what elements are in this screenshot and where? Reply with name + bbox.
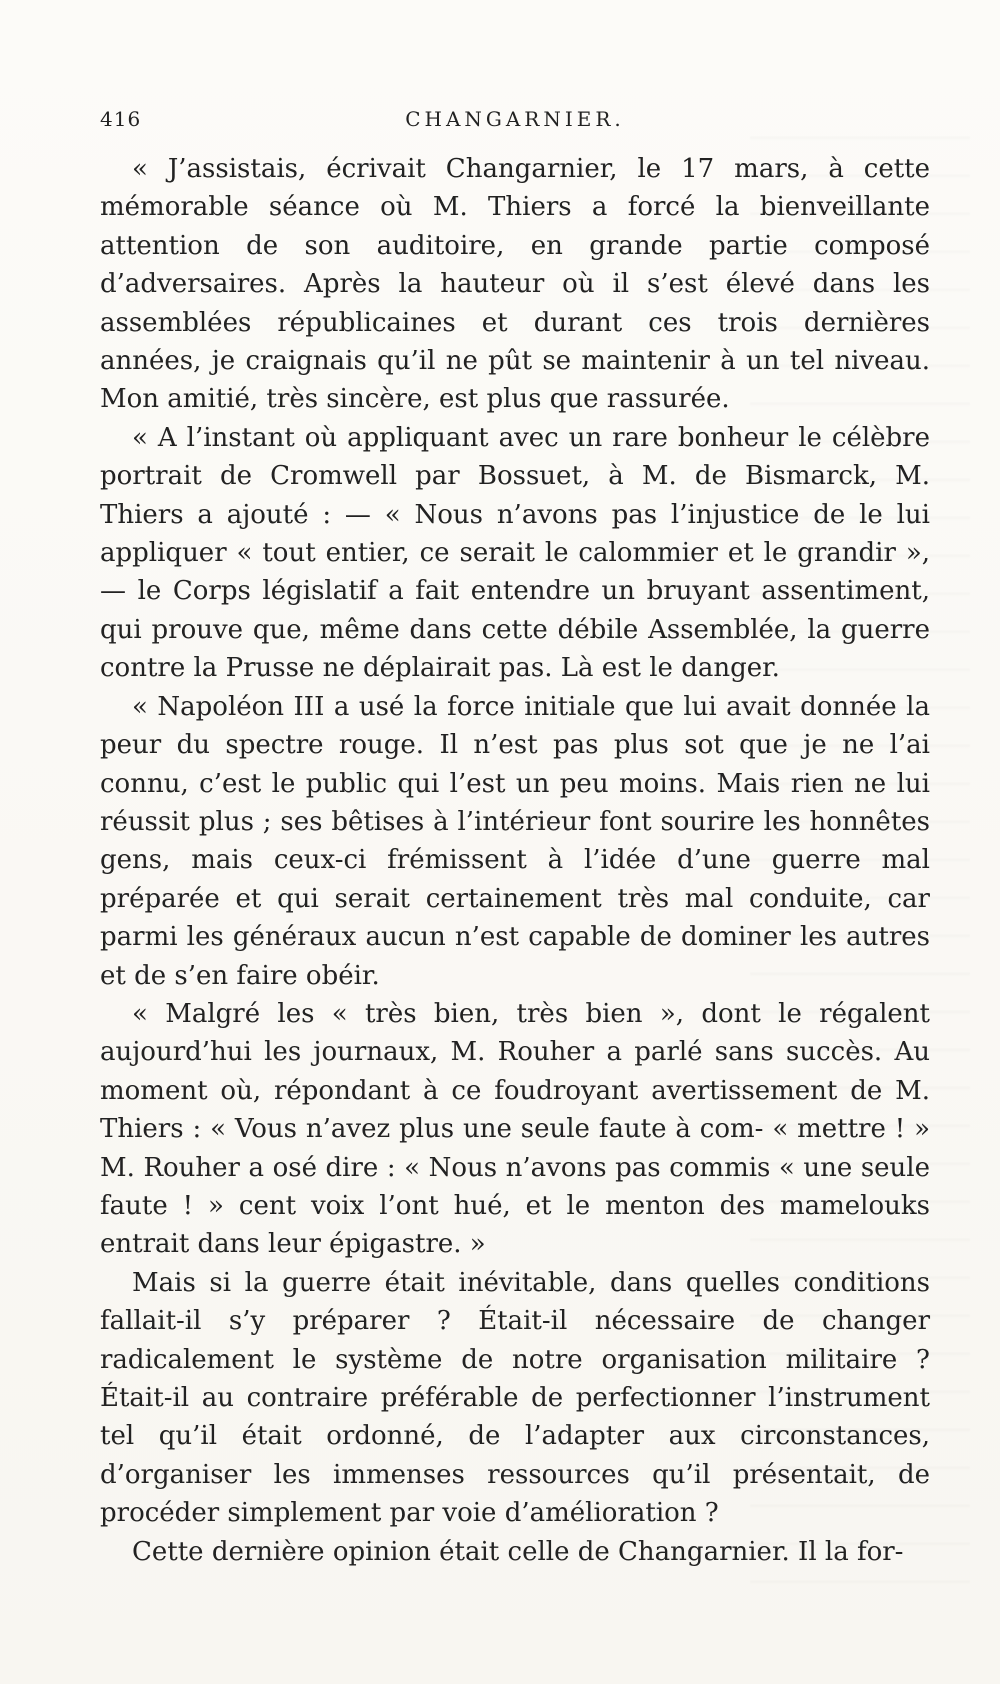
- paragraph: « J’assistais, écrivait Changarnier, le 17 mars, à cette mémorable séance où M. Thiers a forcé la bienveillante attention de son auditoire, en grande partie composé d’adversaires. Après la hauteur où il s’est élevé dans les assemblées républicaines et durant ces trois dernières années, je craignais qu’il ne pût se maintenir à un tel niveau. Mon amitié, très sincère, est plus que rassurée.: [100, 154, 930, 415]
- running-head: CHANGARNIER.: [405, 107, 625, 131]
- paragraph: « Napoléon III a usé la force initiale que lui avait donnée la peur du spectre rouge. Il n’est pas plus sot que je ne l’ai connu, c’est le public qui l’est un peu moins. Mais rien ne lui réussit plus ; ses bêtises à l’intérieur font sourire les honnêtes gens, mais ceux-ci frémissent à l’idée d’une guerre mal préparée et qui serait certainement très mal conduite, car parmi les généraux aucun n’est capable de dominer les autres et de s’en faire obéir.: [100, 691, 930, 991]
- paragraph: « Malgré les « très bien, très bien », dont le régalent aujourd’hui les journaux, M. Rouher a parlé sans succès. Au moment où, répondant à ce foudroyant avertissement de M. Thiers : « Vous n’avez plus une seule faute à com- « mettre ! » M. Rouher a osé dire : « Nous n’avons pas commis « une seule faute ! » cent voix l’ont hué, et le menton des mamelouks entrait dans leur épigastre. »: [100, 998, 930, 1260]
- page-number: 416: [100, 107, 142, 131]
- paragraph: Mais si la guerre était inévitable, dans quelles conditions fallait-il s’y préparer ? Était-il nécessaire de changer radicalement le système de notre organisation militaire ? Était-il au contraire préférable de perfectionner l’instrument tel qu’il était ordonné, de l’adapter aux circonstances, d’organiser les immenses ressources qu’il présentait, de procéder simplement par voie d’amélioration ?: [100, 1267, 930, 1529]
- paragraph: Cette dernière opinion était celle de Changarnier. Il la for-: [132, 1536, 904, 1567]
- page-header: [100, 107, 930, 143]
- body-text: [100, 150, 930, 1571]
- paragraph: « A l’instant où appliquant avec un rare bonheur le célèbre portrait de Cromwell par Bossuet, à M. de Bismarck, M. Thiers a ajouté : — « Nous n’avons pas l’injustice de le lui appliquer « tout entier, ce serait le calommier et le grandir », — le Corps législatif a fait entendre un bruyant assentiment, qui prouve que, même dans cette débile Assemblée, la guerre contre la Prusse ne déplairait pas. Là est le danger.: [100, 422, 930, 684]
